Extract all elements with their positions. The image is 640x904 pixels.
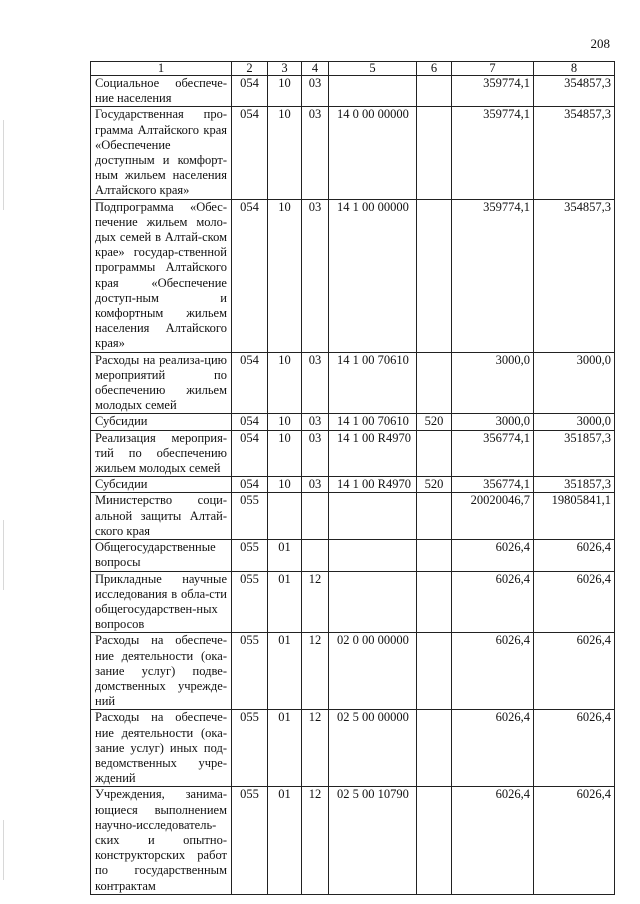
cell-ved: 054 [232,352,268,414]
cell-amount-year1: 3000,0 [452,352,534,414]
cell-amount-year2: 354857,3 [534,107,615,199]
cell-amount-year1: 359774,1 [452,199,534,352]
cell-ved: 055 [232,710,268,787]
cell-amount-year2: 3000,0 [534,414,615,430]
cell-name: Субсидии [91,414,232,430]
cell-amount-year2: 6026,4 [534,540,615,571]
table-row [91,76,615,107]
header-cell: 4 [302,62,329,76]
cell-csr: 02 0 00 00000 [329,633,417,710]
cell-name: Расходы на реализа-цию мероприятий по обеспечению жильем молодых семей [91,352,232,414]
cell-ved: 054 [232,107,268,199]
cell-amount-year2: 19805841,1 [534,493,615,540]
cell-name: Учреждения, занима-ющиеся выполнением научно-исследователь-ских и опытно-конструкторских работ по государственным контрактам [91,787,232,894]
header-row [91,62,615,76]
cell-csr: 14 1 00 70610 [329,352,417,414]
cell-amount-year2: 6026,4 [534,710,615,787]
cell-amount-year2: 354857,3 [534,76,615,107]
cell-vr [417,430,452,477]
cell-name: Расходы на обеспече-ние деятельности (ока-зание услуг) подве-домственных учрежде-ний [91,633,232,710]
cell-name: Расходы на обеспече-ние деятельности (ока-зание услуг) иных под-ведомственных учре-ждений [91,710,232,787]
table-row [91,352,615,414]
cell-csr: 14 1 00 70610 [329,414,417,430]
cell-name: Субсидии [91,477,232,493]
cell-rz: 10 [268,352,302,414]
table-row [91,710,615,787]
cell-amount-year2: 6026,4 [534,571,615,633]
header-cell: 7 [452,62,534,76]
header-cell: 2 [232,62,268,76]
cell-csr: 14 1 00 00000 [329,199,417,352]
budget-table [90,61,615,895]
cell-pr: 12 [302,571,329,633]
cell-pr: 12 [302,787,329,894]
cell-pr: 03 [302,76,329,107]
header-cell: 6 [417,62,452,76]
cell-amount-year2: 351857,3 [534,477,615,493]
cell-name: Социальное обеспече-ние населения [91,76,232,107]
cell-pr: 03 [302,107,329,199]
cell-pr: 12 [302,710,329,787]
cell-ved: 055 [232,493,268,540]
cell-vr [417,571,452,633]
cell-ved: 055 [232,787,268,894]
cell-rz: 01 [268,571,302,633]
cell-name: Государственная про-грамма Алтайского края «Обеспечение доступным и комфорт-ным жильем населения Алтайского края» [91,107,232,199]
cell-rz: 10 [268,107,302,199]
cell-vr: 520 [417,477,452,493]
cell-pr: 03 [302,352,329,414]
cell-ved: 054 [232,199,268,352]
cell-amount-year2: 351857,3 [534,430,615,477]
cell-name: Прикладные научные исследования в обла-сти общегосударствен-ных вопросов [91,571,232,633]
cell-rz: 01 [268,633,302,710]
cell-name: Общегосударственные вопросы [91,540,232,571]
cell-rz: 10 [268,76,302,107]
table-row [91,107,615,199]
cell-csr: 02 5 00 10790 [329,787,417,894]
cell-vr [417,540,452,571]
cell-amount-year1: 6026,4 [452,540,534,571]
cell-csr: 14 1 00 R4970 [329,430,417,477]
table-row [91,414,615,430]
cell-pr: 12 [302,633,329,710]
cell-rz: 01 [268,710,302,787]
cell-vr [417,199,452,352]
header-cell: 1 [91,62,232,76]
table-body [91,76,615,895]
table-row [91,540,615,571]
cell-csr [329,540,417,571]
cell-amount-year1: 20020046,7 [452,493,534,540]
cell-vr [417,710,452,787]
cell-name: Министерство соци-альной защиты Алтай-ского края [91,493,232,540]
table-row [91,430,615,477]
cell-rz: 10 [268,477,302,493]
cell-vr [417,787,452,894]
cell-rz: 10 [268,414,302,430]
cell-vr [417,352,452,414]
cell-pr: 03 [302,430,329,477]
cell-pr: 03 [302,414,329,430]
table-row [91,571,615,633]
cell-ved: 054 [232,76,268,107]
cell-vr [417,107,452,199]
cell-ved: 054 [232,414,268,430]
header-cell: 5 [329,62,417,76]
cell-pr [302,540,329,571]
cell-amount-year2: 3000,0 [534,352,615,414]
cell-csr [329,571,417,633]
cell-amount-year1: 6026,4 [452,710,534,787]
cell-ved: 055 [232,571,268,633]
cell-csr: 14 1 00 R4970 [329,477,417,493]
cell-amount-year1: 6026,4 [452,787,534,894]
table-row [91,493,615,540]
scan-edge-mark [3,120,4,210]
cell-csr: 14 0 00 00000 [329,107,417,199]
scan-edge-mark [3,520,4,590]
table-row [91,477,615,493]
cell-rz: 01 [268,787,302,894]
header-cell: 8 [534,62,615,76]
cell-ved: 055 [232,540,268,571]
cell-ved: 054 [232,477,268,493]
table-row [91,633,615,710]
cell-amount-year1: 356774,1 [452,477,534,493]
cell-vr: 520 [417,414,452,430]
cell-rz: 10 [268,430,302,477]
cell-amount-year2: 354857,3 [534,199,615,352]
header-cell: 3 [268,62,302,76]
cell-amount-year1: 356774,1 [452,430,534,477]
cell-vr [417,493,452,540]
cell-rz [268,493,302,540]
cell-amount-year2: 6026,4 [534,633,615,710]
cell-csr [329,76,417,107]
cell-amount-year2: 6026,4 [534,787,615,894]
table-header [91,62,615,76]
scan-edge-mark [3,820,4,880]
cell-amount-year1: 359774,1 [452,107,534,199]
cell-ved: 054 [232,430,268,477]
cell-amount-year1: 359774,1 [452,76,534,107]
cell-rz: 01 [268,540,302,571]
cell-csr: 02 5 00 00000 [329,710,417,787]
cell-amount-year1: 6026,4 [452,571,534,633]
cell-amount-year1: 6026,4 [452,633,534,710]
cell-vr [417,633,452,710]
cell-ved: 055 [232,633,268,710]
cell-pr [302,493,329,540]
cell-csr [329,493,417,540]
cell-name: Реализация мероприя-тий по обеспечению жильем молодых семей [91,430,232,477]
table-row [91,199,615,352]
cell-rz: 10 [268,199,302,352]
cell-pr: 03 [302,477,329,493]
cell-name: Подпрограмма «Обес-печение жильем моло-дых семей в Алтай-ском крае» государ-ственной программы Алтайского края «Обеспечение доступ-ным и комфортным жильем населения Алтайского края» [91,199,232,352]
cell-vr [417,76,452,107]
cell-amount-year1: 3000,0 [452,414,534,430]
cell-pr: 03 [302,199,329,352]
table-row [91,787,615,894]
page-number: 208 [590,36,610,51]
